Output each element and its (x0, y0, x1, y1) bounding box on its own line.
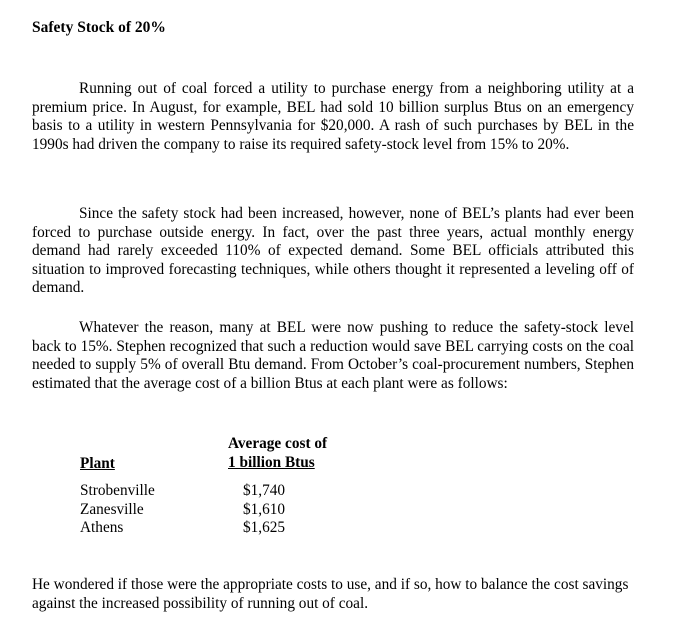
paragraph-3-text: Whatever the reason, many at BEL were now pushing to reduce the safety-stock level back to 15%. Stephen recognized that such a reduction would save BEL carrying costs on the coal needed to supply 5% of overall Btu demand. From October’s coal-procurement numbers, Stephen estimated that the average cost of a billion Btus at each plant were as follows: (32, 319, 634, 392)
paragraph-1 (32, 80, 634, 154)
paragraph-2-text: Since the safety stock had been increased, however, none of BEL’s plants had ever been forced to purchase outside energy. In fact, over the past three years, actual monthly energy demand had rarely exceeded 110% of expected demand. Some BEL officials attributed this situation to improved forecasting techniques, while others thought it represented a leveling off of demand. (32, 205, 634, 297)
paragraph-1-text: Running out of coal forced a utility to purchase energy from a neighboring utility at a premium price. In August, for example, BEL had sold 10 billion surplus Btus on an emergency basis to a utility in western Pennsylvania for $20,000. A rash of such purchases by BEL in the 1990s had driven the company to raise its required safety-stock level from 15% to 20%. (32, 80, 634, 153)
table-row-cost: $1,740 (243, 482, 286, 499)
table-row-plant: Strobenville (80, 482, 155, 499)
table-row-plant: Zanesville (80, 500, 144, 518)
paragraph-3 (32, 319, 634, 393)
closing-paragraph: He wondered if those were the appropriate costs to use, and if so, how to balance the cost savings against the increased possibility of running out of coal. (32, 576, 629, 612)
table-row-plant: Athens (80, 519, 124, 536)
table-row-cost: $1,610 (243, 500, 286, 518)
plant-column (80, 482, 155, 538)
cost-header-line2: 1 billion Btus (228, 454, 315, 471)
table-row-cost: $1,625 (243, 519, 286, 536)
plant-column-header: Plant (80, 455, 115, 472)
cost-column-header (228, 434, 327, 472)
cost-column (243, 482, 285, 538)
paragraph-2 (32, 205, 634, 298)
cost-header-line1: Average cost of (228, 435, 328, 452)
section-heading: Safety Stock of 20% (32, 19, 166, 36)
